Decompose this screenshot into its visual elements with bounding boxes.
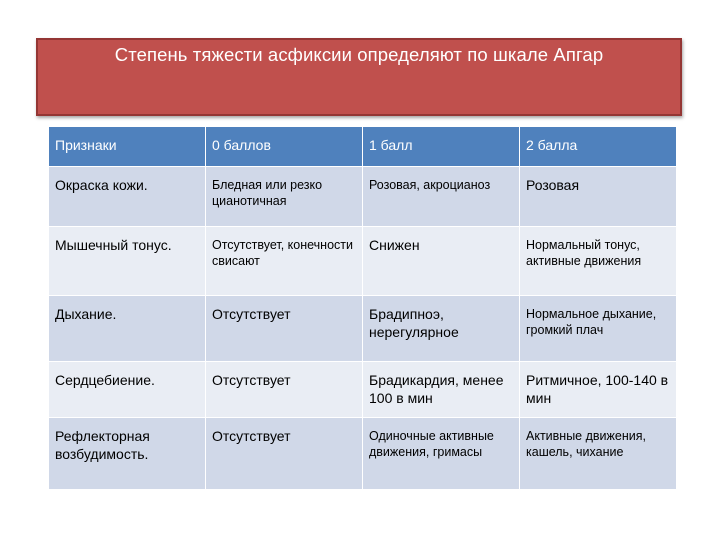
header-cell: 2 балла: [520, 127, 677, 167]
table-cell: Активные движения, кашель, чихание: [520, 418, 677, 490]
table-cell: Рефлекторная возбудимость.: [49, 418, 206, 490]
table-cell: Отсутствует: [206, 362, 363, 418]
table-row: [49, 362, 677, 418]
table-cell: Дыхание.: [49, 296, 206, 362]
table-cell: Снижен: [363, 227, 520, 296]
table-cell: Розовая, акроцианоз: [363, 167, 520, 227]
table-cell: Одиночные активные движения, гримасы: [363, 418, 520, 490]
slide-title: Степень тяжести асфиксии определяют по шкале Апгар: [114, 44, 604, 65]
header-cell: 0 баллов: [206, 127, 363, 167]
table-cell: Мышечный тонус.: [49, 227, 206, 296]
table-cell: Отсутствует: [206, 296, 363, 362]
table-cell: Нормальный тонус, активные движения: [520, 227, 677, 296]
table-cell: Ритмичное, 100-140 в мин: [520, 362, 677, 418]
header-cell: 1 балл: [363, 127, 520, 167]
apgar-score-table: [48, 126, 677, 490]
title-banner: [36, 38, 682, 116]
table-row: [49, 296, 677, 362]
table-cell: Розовая: [520, 167, 677, 227]
header-cell: Признаки: [49, 127, 206, 167]
table-cell: Отсутствует: [206, 418, 363, 490]
table-row: [49, 227, 677, 296]
table-cell: Бледная или резко цианотичная: [206, 167, 363, 227]
table-cell: Брадикардия, менее 100 в мин: [363, 362, 520, 418]
table-cell: Брадипноэ, нерегулярное: [363, 296, 520, 362]
table-cell: Нормальное дыхание, громкий плач: [520, 296, 677, 362]
table-cell: Сердцебиение.: [49, 362, 206, 418]
table-header-row: [49, 127, 677, 167]
table-row: [49, 167, 677, 227]
table-row: [49, 418, 677, 490]
table-cell: Отсутствует, конечности свисают: [206, 227, 363, 296]
table-cell: Окраска кожи.: [49, 167, 206, 227]
